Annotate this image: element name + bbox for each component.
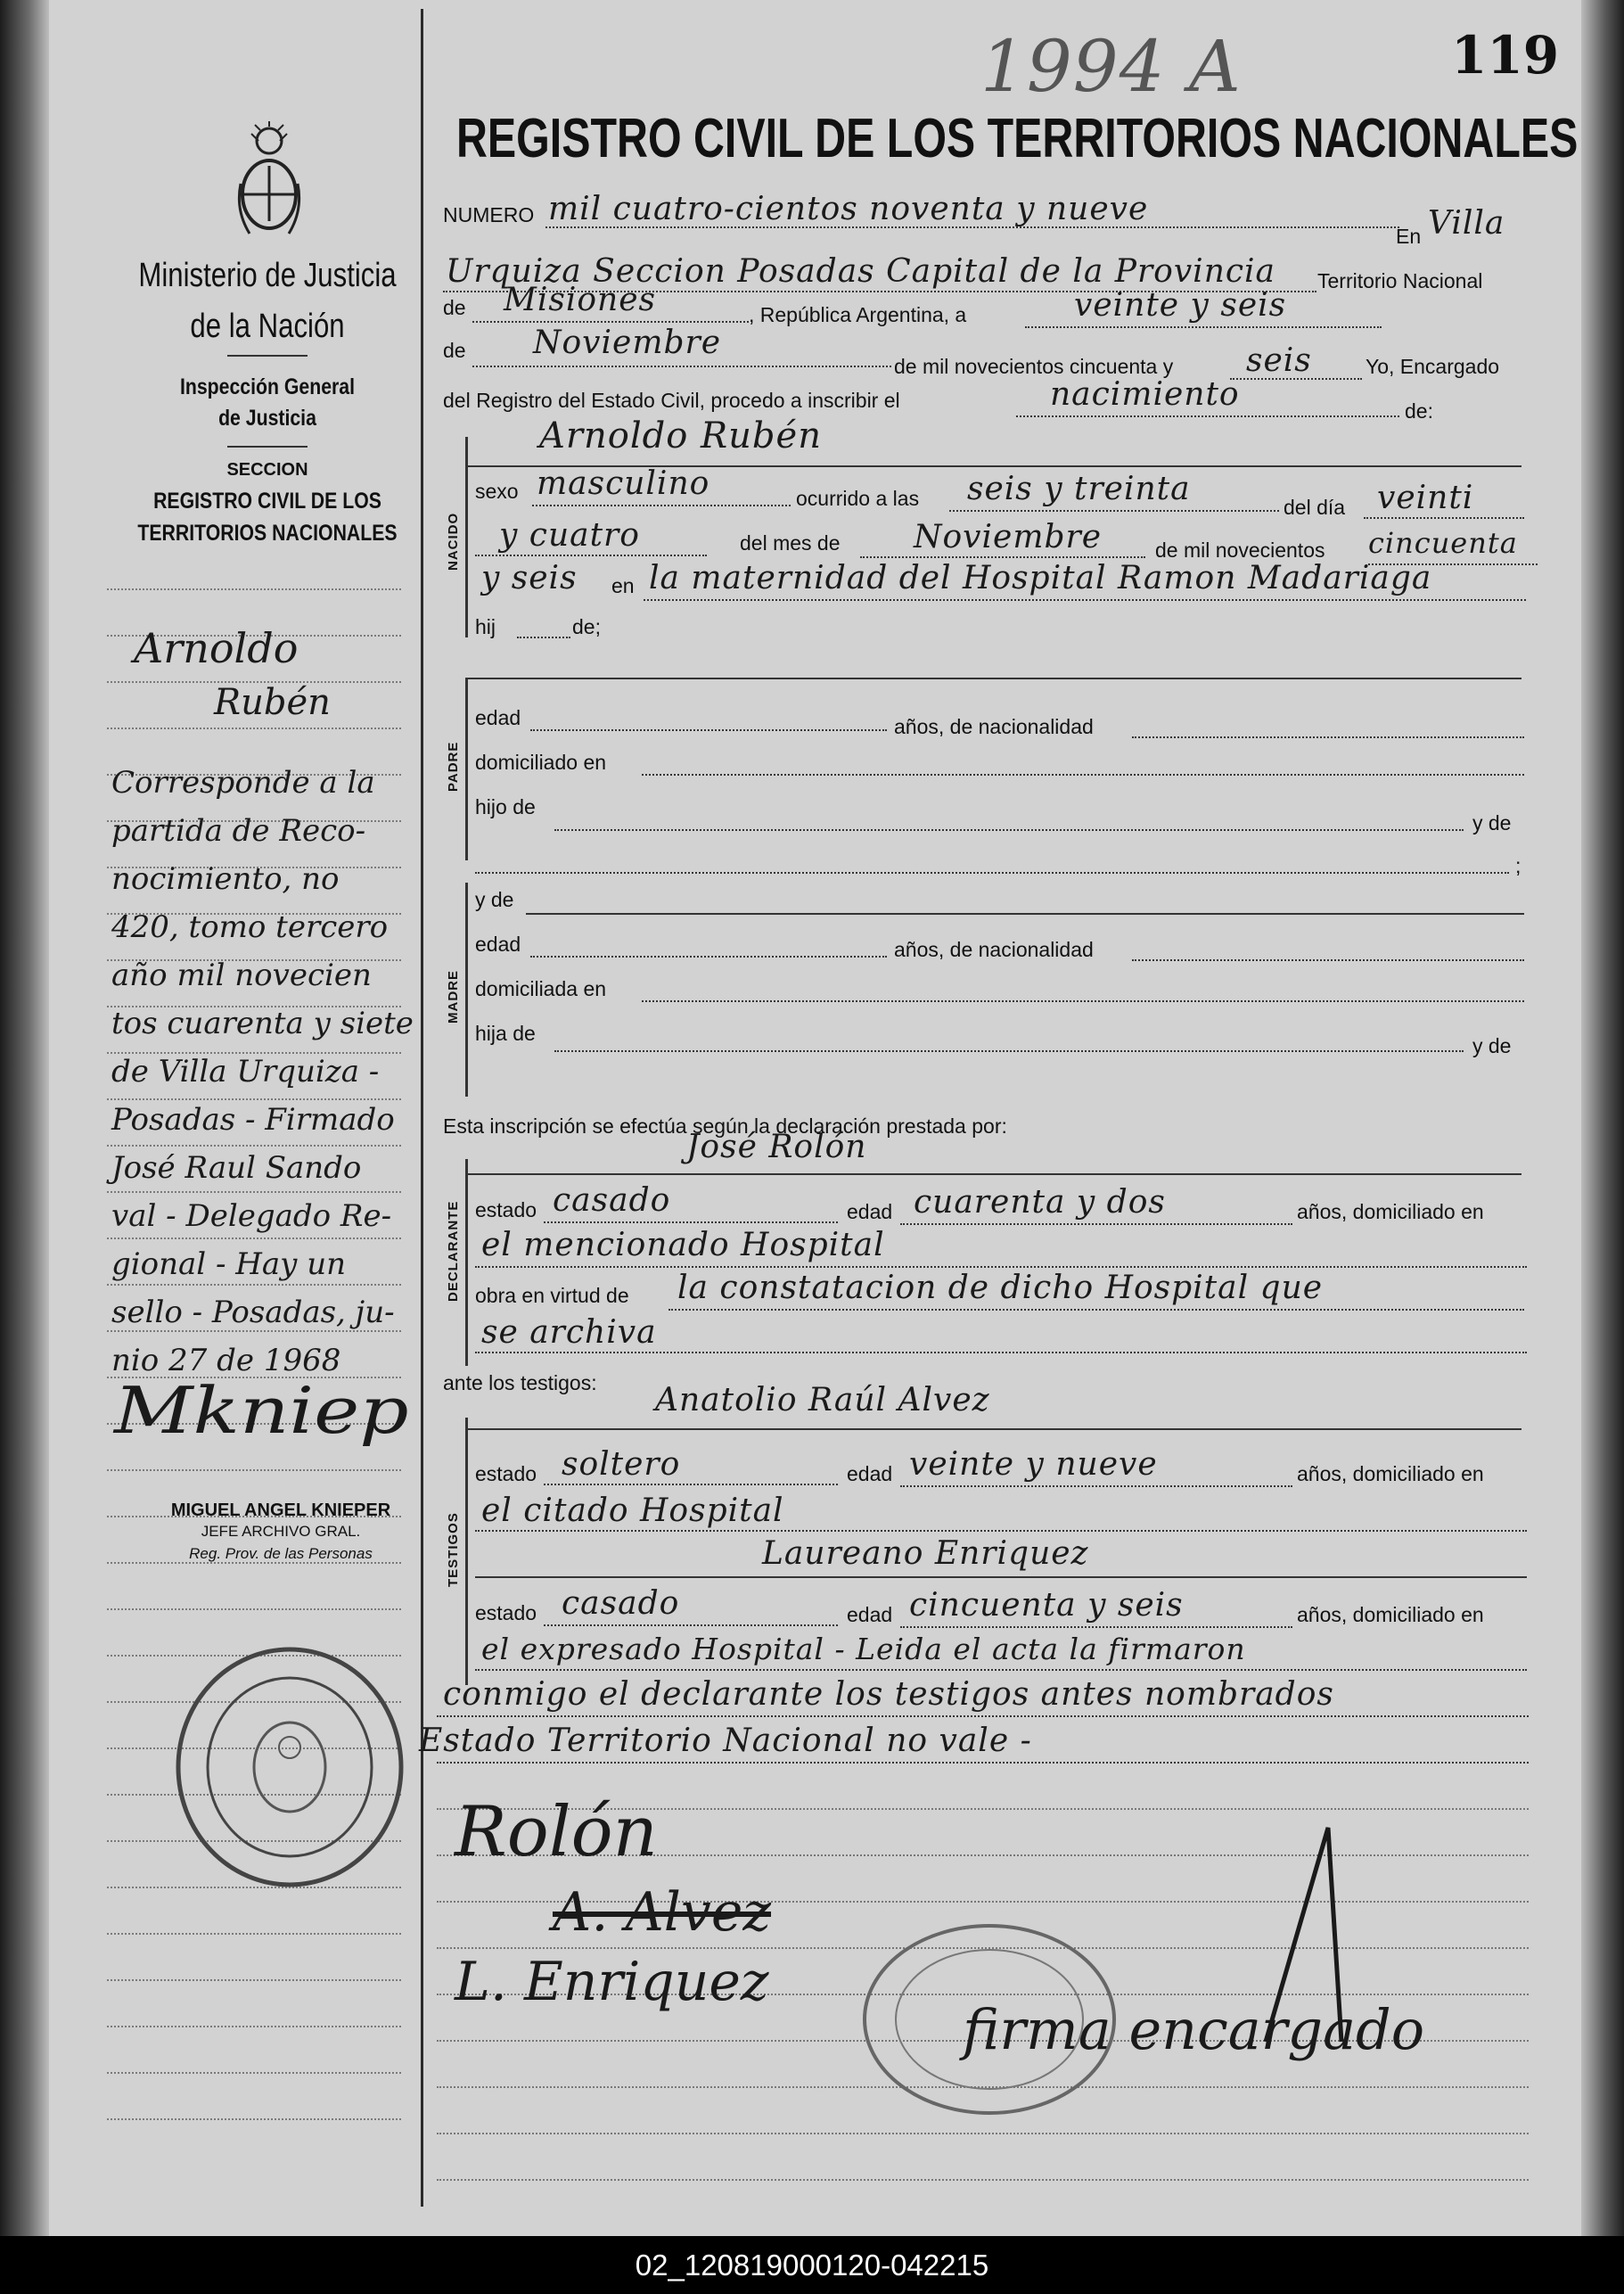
padre-top-rule [465,678,1521,679]
madre-nacionalidad-line [1132,959,1524,961]
scan-id-footer: 02_120819000120-042215 [0,2236,1624,2294]
month-value: Noviembre [533,325,722,361]
lugar-value: la maternidad del Hospital Ramon Madariaga [649,560,1432,596]
encargado-flourish [1248,1810,1382,2060]
page-title: REGISTRO CIVIL DE LOS TERRITORIOS NACIONALES [456,108,1579,169]
stamp-title: JEFE ARCHIVO GRAL. [201,1523,361,1540]
sidebar-rule [227,446,308,448]
sidebar-rule [227,355,308,357]
t1-estado-label: estado [475,1462,537,1485]
sidebar-rule-line [107,588,401,590]
republica-label: , República Argentina, a [749,303,967,326]
margin-name-line1: Arnoldo [134,624,299,672]
year-label: de mil novecientos cincuenta y [894,355,1174,378]
sidebar-rule-line [107,2118,401,2120]
testigos-top-rule [465,1428,1521,1430]
dia-value: veinti [1377,480,1474,516]
t1-domicilio-line [475,1530,1527,1532]
t2-edad-value: cincuenta y seis [909,1587,1184,1624]
inspection-line2: de Justicia [218,406,316,431]
section-label: SECCION [226,460,308,480]
mes-line [860,556,1145,558]
sidebar-rule-line [107,1145,401,1147]
sidebar-rule-line [107,2072,401,2074]
t2-estado-value: casado [562,1585,680,1622]
testigos-label: ante los testigos: [443,1371,597,1394]
mes-value: Noviembre [914,519,1103,555]
year-value: seis [1246,342,1312,379]
padre-semicolon: ; [1515,854,1521,877]
closing-line1: conmigo el declarante los testigos antes nombrados [443,1676,1334,1713]
declarante-name: José Rolón [686,1129,867,1165]
margin-note-line: nio 27 de 1968 [111,1343,341,1378]
sidebar-rule-line [107,1284,401,1286]
closing-line2-rule [437,1762,1529,1764]
obra-line [668,1309,1524,1311]
t2-edad-line [900,1626,1292,1628]
ocurrido-label: ocurrido a las [796,487,920,510]
margin-name-line2: Rubén [214,682,331,723]
madre-bracket [465,883,468,1097]
madre-top-rule [526,913,1524,915]
margin-note-line: José Raul Sando [111,1150,362,1186]
padre-edad-line [530,729,887,731]
declarante-bracket [465,1159,468,1366]
testigo2-rule [475,1576,1527,1578]
sexo-value: masculino [537,465,710,502]
declarante-edad-value: cuarenta y dos [914,1184,1166,1221]
ministry-line2: de la Nación [190,308,345,345]
hij-de-label: de; [572,615,601,638]
t2-domicilio-value: el expresado Hospital - Leida el acta la firmaron [481,1632,1246,1666]
madre-edad-line [530,956,887,958]
margin-note-line: tos cuarenta y siete [111,1006,414,1041]
declarante-edad-line [900,1223,1292,1225]
madre-domicilio-label: domiciliada en [475,977,607,1000]
obra-value: la constatacion de dicho Hospital que [677,1270,1324,1306]
registry-line2: TERRITORIOS NACIONALES [137,521,398,546]
declarante-side-label: DECLARANTE [446,1200,461,1302]
act-line [1016,415,1399,417]
en-label: En [1396,225,1422,248]
madre-edad-label: edad [475,933,521,956]
sidebar-rule-line [107,2026,401,2027]
encargado-label: Yo, Encargado [1366,355,1500,378]
anio-value2: y seis [481,560,578,596]
declarante-domicilio-line [475,1266,1527,1268]
sexo-label: sexo [475,480,519,503]
declarante-estado-line [544,1221,838,1223]
padre-edad-label: edad [475,706,521,729]
de-label: de [443,296,466,319]
nacido-bracket [465,437,468,637]
inspection-line1: Inspección General [179,374,356,399]
padre-bracket [465,678,468,860]
testigo2-name: Laureano Enriquez [762,1535,1089,1572]
sidebar-rule-line [107,1330,401,1332]
margin-divider [421,9,423,2207]
sidebar-rule-line [107,1469,401,1471]
t2-edad-label: edad [847,1603,893,1626]
t1-domicilio-value: el citado Hospital [481,1492,784,1529]
madre-hija-label: hija de [475,1022,536,1045]
t2-estado-line [544,1624,838,1626]
margin-note-line: año mil novecien [111,958,372,993]
t2-domicilio-line [475,1669,1527,1671]
en-value: Villa [1428,205,1505,242]
madre-y-de2-label: y de [1472,1034,1512,1057]
declarante-estado-value: casado [553,1182,671,1219]
sidebar-rule-line [107,1933,401,1935]
hij-label: hij [475,615,496,638]
margin-signature: Mkniep [114,1373,409,1448]
padre-hijo-line [554,829,1464,831]
madre-hija-line [554,1050,1464,1052]
margin-note-line: val - Delegado Re- [111,1198,392,1234]
t1-estado-value: soltero [562,1446,681,1483]
padre-y-de-line [475,872,1509,874]
sidebar-rule-line [107,1608,401,1610]
ministry-line1: Ministerio de Justicia [138,257,397,294]
registro-label: del Registro del Estado Civil, procedo a inscribir el [443,389,900,412]
lugar-line [644,599,1526,601]
registry-stamp-icon [856,1917,1123,2122]
numero-value: mil cuatro-cientos noventa y nueve [548,191,1149,227]
de-month-label: de [443,339,466,362]
testigos-side-label: TESTIGOS [446,1512,461,1587]
province-line [472,321,749,323]
margin-note-line: Corresponde a la [111,765,375,801]
official-seal-icon [169,1642,410,1892]
coat-of-arms-icon [234,121,305,237]
mil-label: de mil novecientos [1155,539,1325,562]
padre-hijo-label: hijo de [475,795,536,818]
stamp-office: Reg. Prov. de las Personas [189,1545,373,1562]
signature-rule-line [437,2133,1529,2134]
madre-domicilio-line [642,1000,1524,1002]
margin-note-line: sello - Posadas, ju- [111,1295,395,1330]
sidebar-rule-line [107,1979,401,1981]
day-value: veinte y seis [1074,287,1287,324]
margin-note-line: gional - Hay un [111,1246,346,1282]
declaracion-label: Esta inscripción se efectúa según la declaración prestada por: [443,1114,1007,1138]
madre-anios-label: años, de nacionalidad [894,938,1094,961]
declarante-edad-label: edad [847,1200,893,1223]
signature-rule-line [437,2179,1529,2181]
signature-testigo2: L. Enriquez [455,1951,769,2013]
t1-edad-line [900,1485,1292,1487]
place-value: Urquiza Seccion Posadas Capital de la Provincia [446,253,1276,290]
folio-handwritten: 1994 A [980,25,1242,108]
margin-note-line: 420, tomo tercero [111,909,389,945]
signature-encargado: firma encargado [963,1997,1425,2062]
margin-note-line: de Villa Urquiza - [111,1054,380,1089]
closing-line2: Estado Territorio Nacional no vale - [419,1723,1032,1759]
registry-line1: REGISTRO CIVIL DE LOS [153,489,381,514]
obra-value2: se archiva [481,1314,657,1351]
closing-line1-rule [437,1715,1529,1717]
signature-declarante: Rolón [455,1792,658,1872]
child-name: Arnoldo Rubén [539,415,822,456]
hora-line [949,510,1279,512]
padre-domicilio-line [642,774,1524,776]
dia-line [1364,517,1524,519]
margin-note-line: Posadas - Firmado [111,1102,395,1138]
t1-estado-line [544,1484,838,1485]
t1-anios-label: años, domiciliado en [1297,1462,1484,1485]
del-dia-label: del día [1284,496,1346,519]
padre-nacionalidad-line [1132,736,1524,738]
padre-domicilio-label: domiciliado en [475,751,607,774]
padre-anios-label: años, de nacionalidad [894,715,1094,738]
padre-side-label: PADRE [446,741,461,792]
t2-estado-label: estado [475,1601,537,1624]
obra-label: obra en virtud de [475,1284,629,1307]
madre-y-de-label: y de [475,888,514,911]
page-number: 119 [1451,25,1560,86]
declarante-domicilio-value: el mencionado Hospital [481,1227,885,1263]
declarante-top-rule [465,1173,1521,1175]
sidebar-rule-line [107,1191,401,1193]
declarante-anios-label: años, domiciliado en [1297,1200,1484,1223]
t2-anios-label: años, domiciliado en [1297,1603,1484,1626]
hij-line [517,637,570,638]
dia-line2 [475,555,707,556]
sexo-line [532,505,791,506]
testigo1-name: Anatolio Raúl Alvez [655,1382,990,1418]
numero-label: NUMERO [443,203,535,226]
territorio-label: Territorio Nacional [1317,269,1483,292]
t1-edad-value: veinte y nueve [909,1446,1158,1483]
sidebar-rule-line [107,1237,401,1239]
margin-note-line: partida de Reco- [111,813,366,849]
nacido-side-label: NACIDO [446,512,461,571]
signature-testigo1: A. Alvez [553,1881,772,1944]
declarante-estado-label: estado [475,1198,537,1221]
madre-side-label: MADRE [446,970,461,1024]
day-line [1025,326,1382,328]
sidebar-rule-line [107,728,401,729]
dia-value2: y cuatro [499,517,640,554]
nacido-en-label: en [611,574,635,597]
t1-edad-label: edad [847,1462,893,1485]
province-value: Misiones [504,282,657,318]
sidebar-rule-line [107,1098,401,1100]
act-value: nacimiento [1050,376,1240,413]
testigos-bracket [465,1418,468,1685]
anio-value: cincuenta [1368,526,1518,560]
padre-y-de-label: y de [1472,811,1512,835]
margin-note-line: nocimiento, no [111,861,340,897]
de2-label: de: [1405,399,1433,423]
stamp-name: MIGUEL ANGEL KNIEPER [170,1501,391,1520]
month-line [472,366,891,367]
obra-line2 [475,1352,1527,1353]
hora-value: seis y treinta [967,471,1191,507]
mes-label: del mes de [740,531,841,555]
